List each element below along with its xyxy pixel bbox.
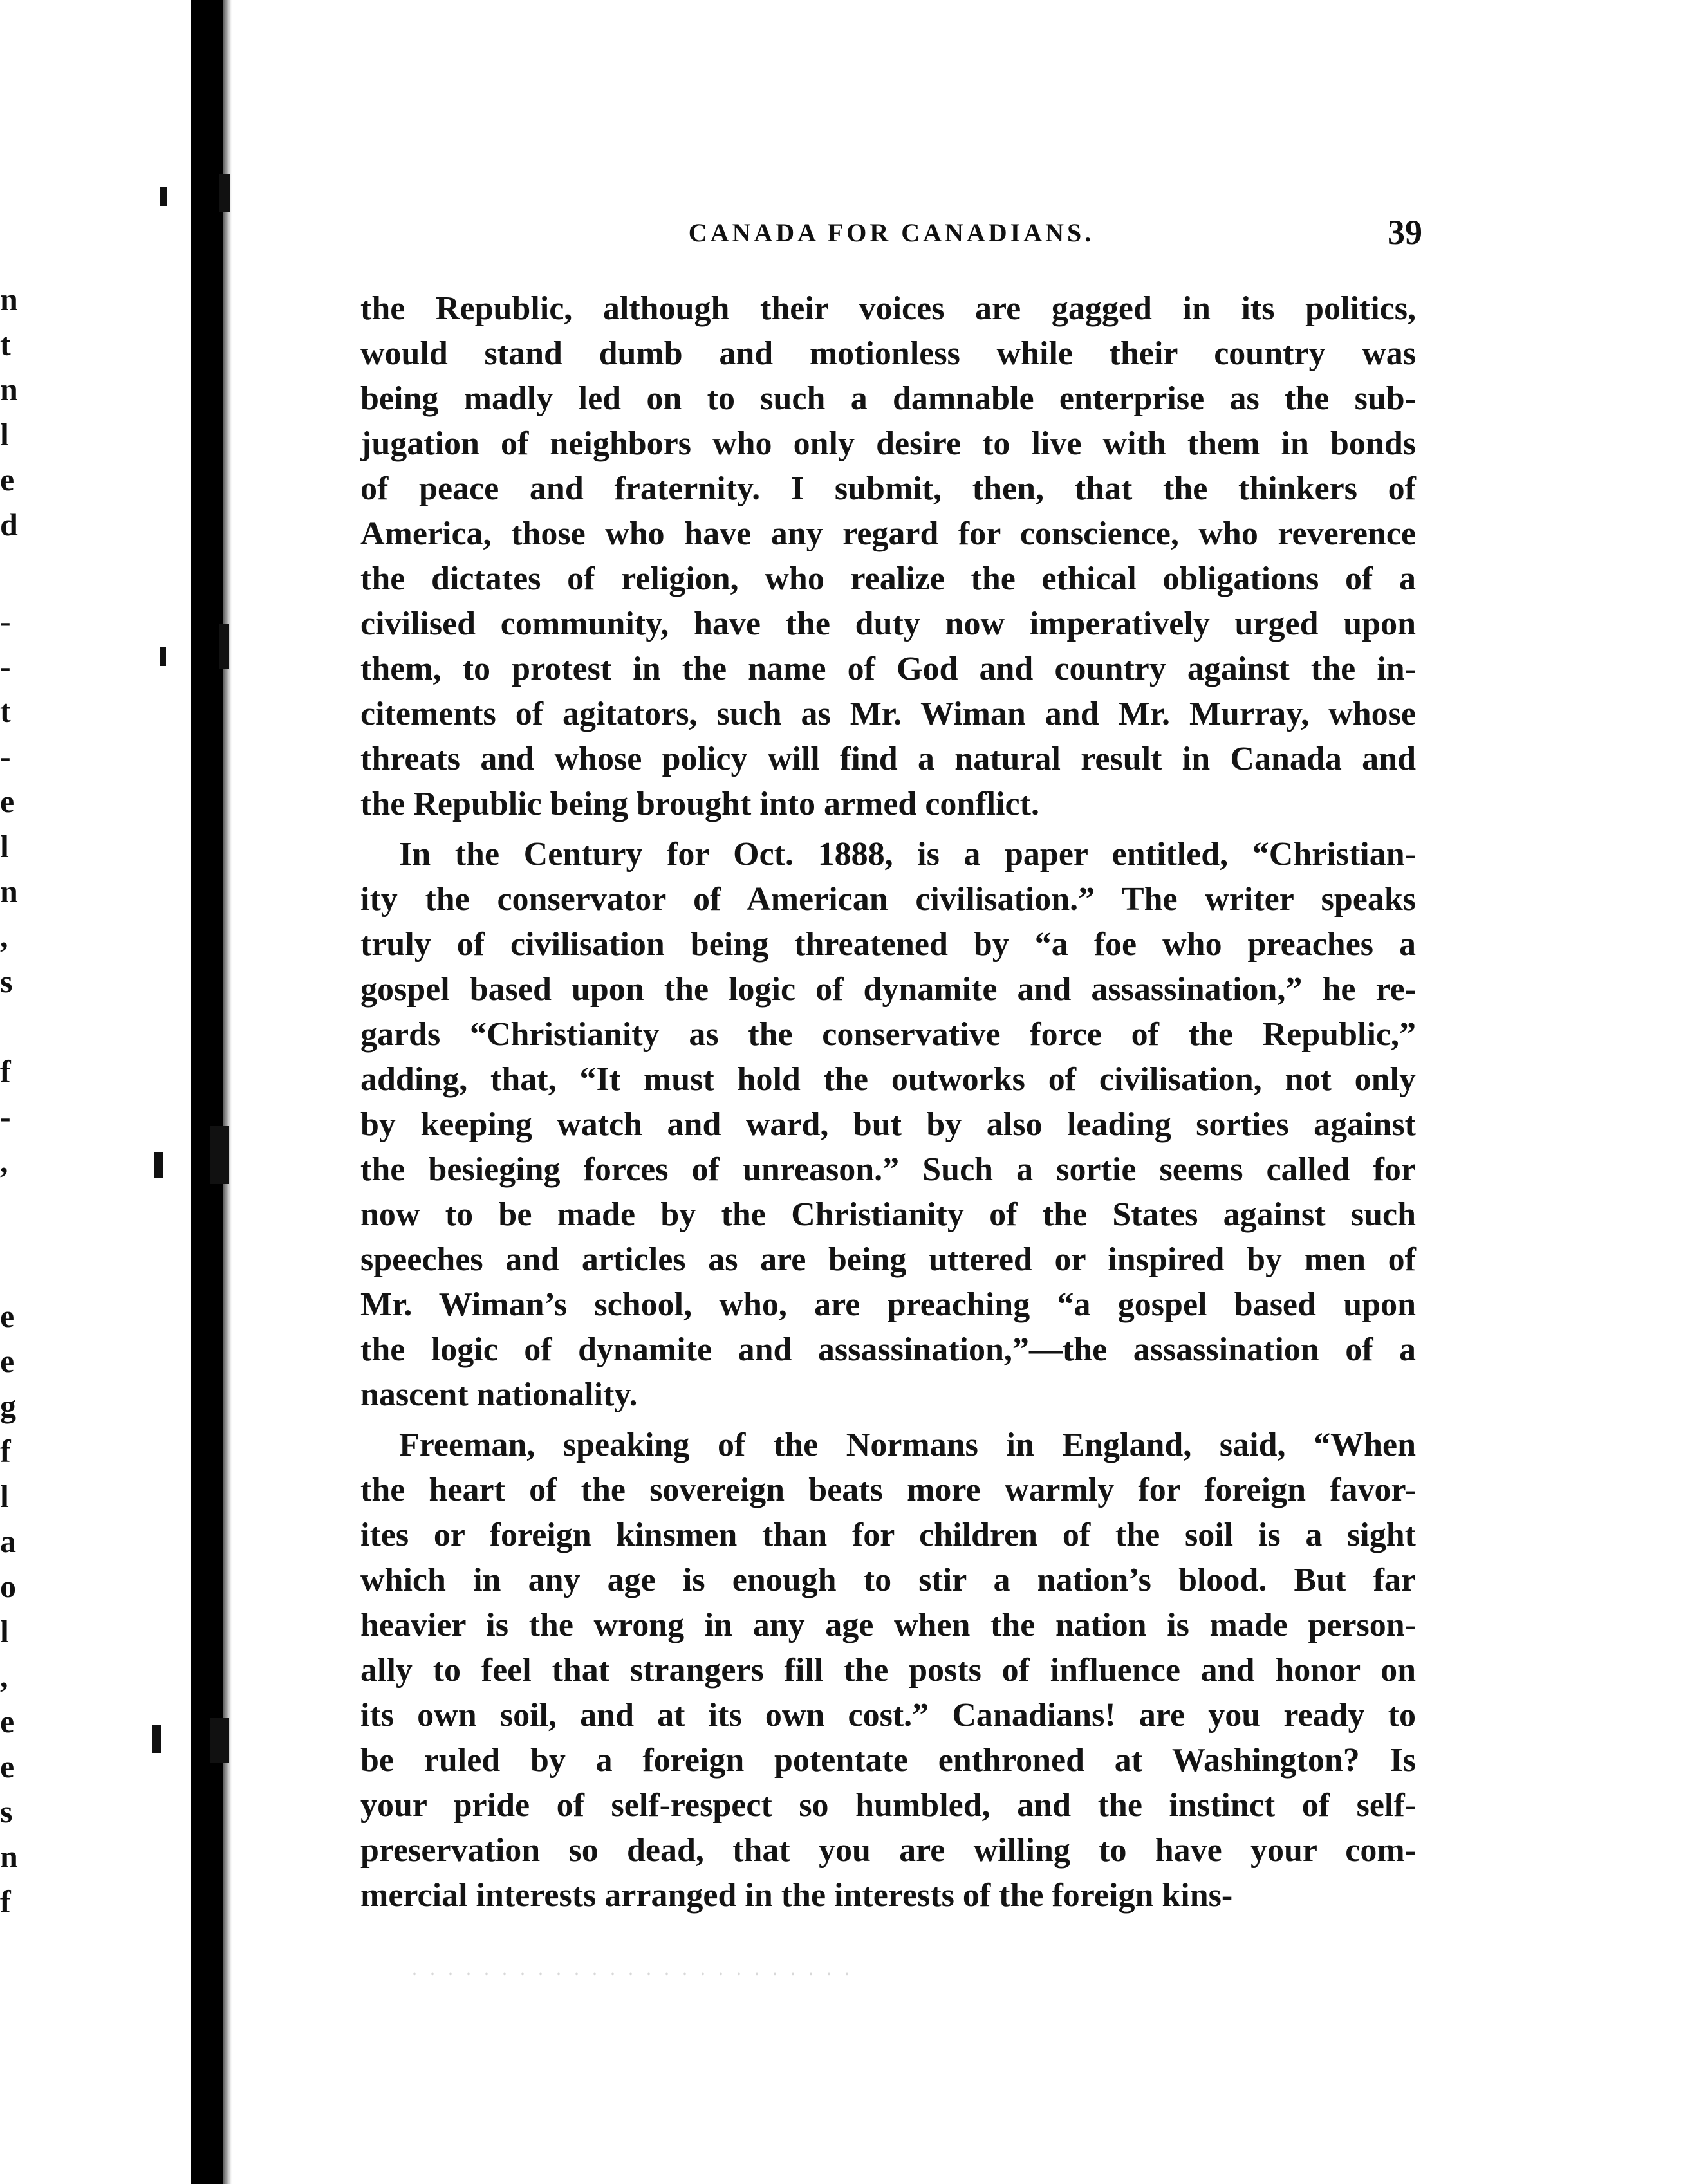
text-line: its own soil, and at its own cost.” Canadians! are you ready to [360,1697,1416,1734]
adjacent-page-fragment: e [0,461,15,497]
adjacent-page-strip [0,0,191,2184]
adjacent-page-fragment: f [0,1883,11,1920]
paragraph [360,286,1416,827]
binding-mark [210,1718,229,1763]
adjacent-page-fragment: o [0,1568,16,1604]
binding-mark [219,624,229,669]
adjacent-page-fragment: n [0,371,18,407]
adjacent-page-fragment: a [0,1523,16,1559]
text-line: the Republic, although their voices are gagged in its politics, [360,290,1416,327]
text-line: your pride of self-respect so humbled, and the instinct of self- [360,1787,1416,1824]
adjacent-page-fragment: e [0,1748,15,1784]
text-line: gospel based upon the logic of dynamite and assassination,” he re- [360,971,1416,1008]
adjacent-page-fragment: n [0,281,18,317]
text-line: citements of agitators, such as Mr. Wiman and Mr. Murray, whose [360,696,1416,732]
text-line: by keeping watch and ward, but by also leading sorties against [360,1106,1416,1143]
adjacent-page-fragment: n [0,873,18,909]
text-line: ites or foreign kinsmen than for children of the soil is a sight [360,1517,1416,1553]
text-line: mercial interests arranged in the interests of the foreign kins- [360,1877,1233,1914]
adjacent-page-fragment: f [0,1433,11,1469]
adjacent-page-fragment: e [0,1703,15,1739]
text-line: In the Century for Oct. 1888, is a paper entitled, “Christian- [399,836,1416,873]
text-line: the dictates of religion, who realize the ethical obligations of a [360,560,1416,597]
text-line: the Republic being brought into armed conflict. [360,786,1039,822]
adjacent-page-fragment: e [0,1343,15,1379]
adjacent-page-fragment: - [0,738,11,774]
binding-mark [160,647,166,666]
adjacent-page-fragment: l [0,828,9,864]
page-header [360,213,1422,256]
text-line: being madly led on to such a damnable enterprise as the sub- [360,380,1416,417]
adjacent-page-fragment: - [0,1098,11,1134]
text-line: nascent nationality. [360,1376,638,1413]
adjacent-page-fragment: g [0,1388,16,1424]
adjacent-page-fragment: n [0,1838,18,1874]
running-head: CANADA FOR CANADIANS. [688,218,1095,247]
adjacent-page-fragment: , [0,1143,8,1180]
adjacent-page-fragment: - [0,603,11,639]
text-line: the besieging forces of unreason.” Such a sortie seems called for [360,1151,1416,1188]
text-line: gards “Christianity as the conservative force of the Republic,” [360,1016,1416,1053]
adjacent-page-fragment: t [0,693,11,729]
text-line: which in any age is enough to stir a nation’s blood. But far [360,1562,1416,1598]
text-line: would stand dumb and motionless while their country was [360,335,1416,372]
binding-mark [160,187,167,206]
text-line: them, to protest in the name of God and country against the in- [360,651,1416,687]
text-line: speeches and articles as are being uttered or inspired by men of [360,1241,1416,1278]
text-line: truly of civilisation being threatened by “a foe who preaches a [360,926,1416,963]
text-line: now to be made by the Christianity of the States against such [360,1196,1416,1233]
adjacent-page-fragment: - [0,648,11,684]
text-line: of peace and fraternity. I submit, then, that the thinkers of [360,470,1416,507]
adjacent-page-fragment: s [0,1793,13,1829]
adjacent-page-fragment: l [0,1613,9,1649]
adjacent-page-fragment: , [0,1658,8,1694]
adjacent-page-fragment: s [0,963,13,999]
text-line: civilised community, have the duty now imperatively urged upon [360,606,1416,642]
paragraph [360,832,1416,1418]
adjacent-page-fragment: l [0,416,9,452]
text-line: be ruled by a foreign potentate enthroned at Washington? Is [360,1742,1416,1779]
text-line: preservation so dead, that you are willing to have your com- [360,1832,1416,1869]
binding-mark [152,1725,161,1753]
text-line: the heart of the sovereign beats more warmly for foreign favor- [360,1472,1416,1508]
binding-mark [219,174,230,212]
page-number: 39 [1388,213,1422,252]
text-line: America, those who have any regard for conscience, who reverence [360,515,1416,552]
adjacent-page-fragment: l [0,1478,9,1514]
text-line: the logic of dynamite and assassination,”—the assassination of a [360,1331,1416,1368]
text-line: ity the conservator of American civilisation.” The writer speaks [360,881,1416,918]
text-line: jugation of neighbors who only desire to live with them in bonds [360,425,1416,462]
adjacent-page-fragment: , [0,918,8,954]
paragraph-gap [360,827,1416,832]
adjacent-page-fragment: d [0,506,18,542]
binding-gutter [191,0,223,2184]
paragraph [360,1423,1416,1918]
show-through-text: . . . . . . . . . . . . . . . . . . . . . . . . . [412,1956,853,1979]
text-line: threats and whose policy will find a natural result in Canada and [360,741,1416,777]
text-line: adding, that, “It must hold the outworks of civilisation, not only [360,1061,1416,1098]
adjacent-page-fragment: t [0,326,11,362]
binding-mark [210,1126,229,1184]
text-line: ally to feel that strangers fill the posts of influence and honor on [360,1652,1416,1689]
adjacent-page-fragment: e [0,1298,15,1334]
gutter-shadow [223,0,232,2184]
text-line: Mr. Wiman’s school, who, are preaching “a gospel based upon [360,1286,1416,1323]
adjacent-page-fragment: f [0,1053,11,1089]
text-line: Freeman, speaking of the Normans in England, said, “When [399,1427,1416,1463]
paragraph-gap [360,1418,1416,1423]
adjacent-page-fragment: e [0,783,15,819]
body-text [360,286,1416,1918]
binding-mark [154,1152,163,1178]
text-line: heavier is the wrong in any age when the nation is made person- [360,1607,1416,1643]
